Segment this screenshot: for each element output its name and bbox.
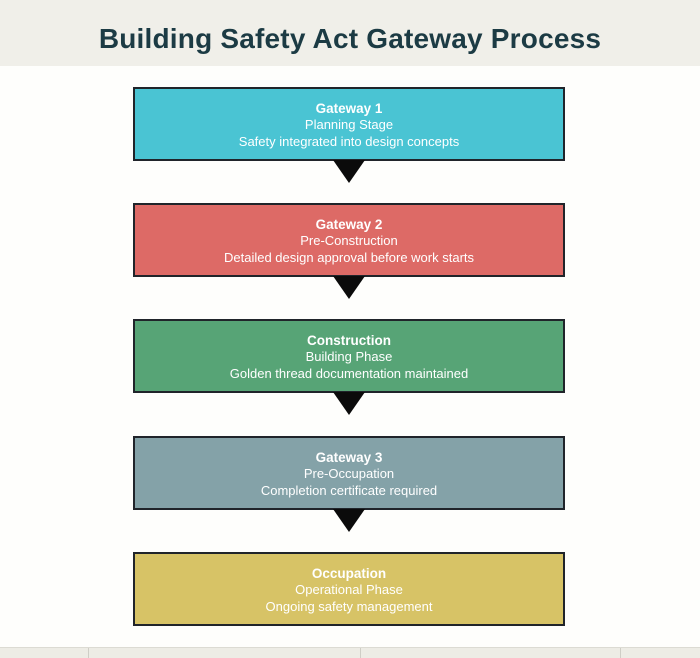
step-heading: Gateway 1 [315, 101, 383, 116]
down-arrow-icon [333, 276, 365, 299]
step-heading: Gateway 2 [315, 217, 383, 232]
step-heading: Construction [307, 333, 391, 348]
step-description: Completion certificate required [260, 482, 438, 498]
page-title: Building Safety Act Gateway Process [98, 23, 602, 54]
flow-step-gateway-2 [133, 203, 565, 277]
step-phase: Pre-Construction [300, 233, 398, 248]
step-description: Safety integrated into design concepts [238, 133, 460, 149]
step-phase: Building Phase [305, 349, 393, 364]
flow-step-gateway-3 [133, 436, 565, 510]
step-description: Detailed design approval before work starts [223, 249, 475, 265]
step-phase: Planning Stage [304, 117, 394, 132]
step-description: Ongoing safety management [265, 598, 433, 614]
flow-step-gateway-1 [133, 87, 565, 161]
step-phase: Pre-Occupation [303, 466, 395, 481]
down-arrow-icon [333, 509, 365, 532]
down-arrow-icon [333, 392, 365, 415]
step-heading: Occupation [311, 566, 387, 581]
step-description: Golden thread documentation maintained [229, 365, 469, 381]
grid-cell-divider [620, 648, 621, 658]
grid-cell-divider [360, 648, 361, 658]
step-phase: Operational Phase [295, 582, 403, 597]
flow-step-occupation [133, 552, 565, 626]
step-heading: Gateway 3 [315, 450, 383, 465]
grid-cell-divider [88, 648, 89, 658]
flow-step-construction [133, 319, 565, 393]
down-arrow-icon [333, 160, 365, 183]
spreadsheet-grid-strip [0, 647, 700, 658]
